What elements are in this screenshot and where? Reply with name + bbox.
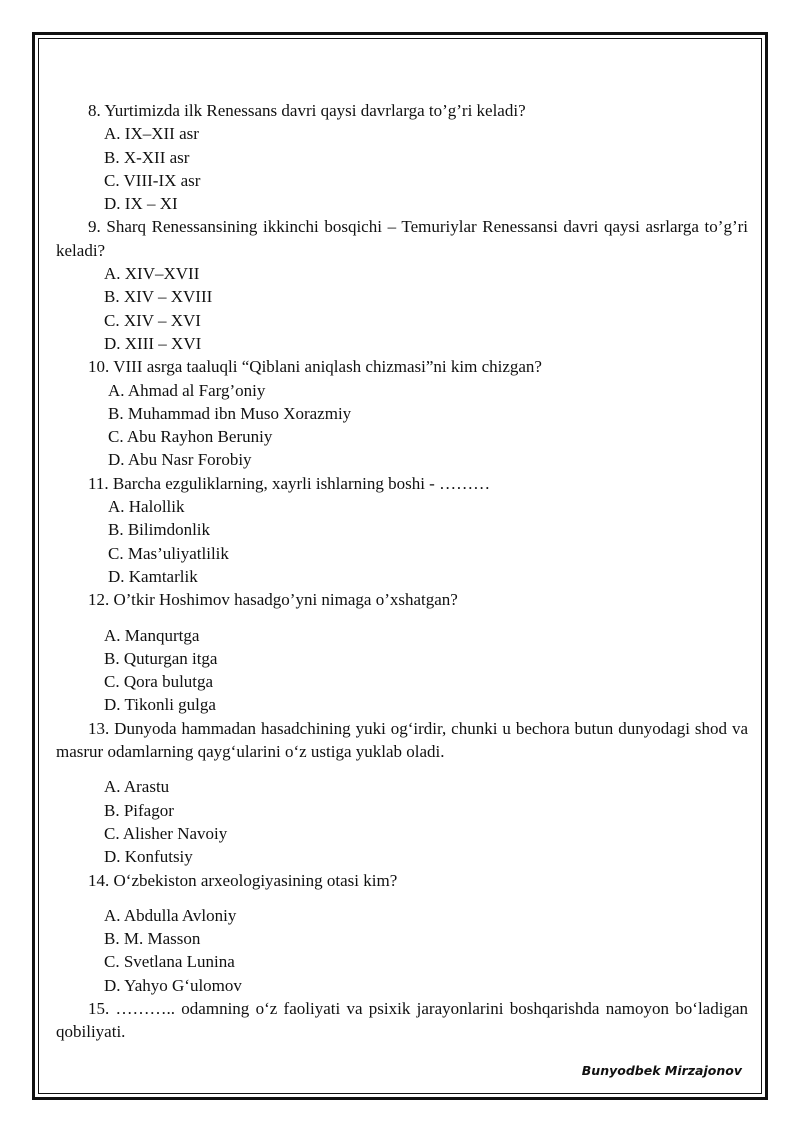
- option-13-c: C. Alisher Navoiy: [104, 823, 228, 843]
- options-10: [56, 379, 748, 472]
- option-9-b: B. XIV – XVIII: [104, 287, 213, 307]
- option-8-a: A. IX–XII asr: [104, 124, 199, 144]
- question-9: 9. Sharq Renessansining ikkinchi bosqichi – Temuriylar Renessansi davri qaysi asrlarga to’g’ri keladi?: [56, 217, 748, 260]
- options-14: [56, 904, 748, 997]
- options-8: [56, 122, 748, 215]
- options-13: [56, 775, 748, 868]
- option-8-b: B. X-XII asr: [104, 147, 190, 167]
- question-12: 12. O’tkir Hoshimov hasadgo’yni nimaga o’xshatgan?: [88, 590, 458, 610]
- option-11-d: D. Kamtarlik: [108, 566, 198, 586]
- option-8-c: C. VIII-IX asr: [104, 170, 201, 190]
- question-10: 10. VIII asrga taaluqli “Qiblani aniqlash chizmasi”ni kim chizgan?: [88, 357, 542, 377]
- question-8: 8. Yurtimizda ilk Renessans davri qaysi davrlarga to’g’ri keladi?: [88, 101, 526, 120]
- option-10-b: B. Muhammad ibn Muso Xorazmiy: [108, 403, 352, 423]
- option-12-d: D. Tikonli gulga: [104, 695, 216, 715]
- options-12: [56, 624, 748, 717]
- option-10-d: D. Abu Nasr Forobiy: [108, 450, 252, 470]
- option-13-d: D. Konfutsiy: [104, 847, 193, 867]
- question-11: 11. Barcha ezguliklarning, xayrli ishlarning boshi - ………: [88, 473, 491, 493]
- option-13-b: B. Pifagor: [104, 800, 174, 820]
- options-11: [56, 495, 748, 588]
- question-14: 14. O‘zbekiston arxeologiyasining otasi kim?: [88, 870, 398, 890]
- question-13: 13. Dunyoda hammadan hasadchining yuki og‘irdir, chunki u bechora butun dunyodagi shod va masrur odamlarning qayg‘ularini o‘z ustiga yuklab oladi.: [56, 718, 748, 762]
- question-list: [56, 99, 748, 1044]
- option-14-c: C. Svetlana Lunina: [104, 952, 235, 972]
- option-11-c: C. Mas’uliyatlilik: [108, 543, 229, 563]
- option-12-b: B. Quturgan itga: [104, 648, 218, 668]
- option-14-d: D. Yahyo G‘ulomov: [104, 975, 242, 995]
- option-11-a: A. Halollik: [108, 497, 185, 517]
- question-15: 15. ……….. odamning o‘z faoliyati va psixik jarayonlarini boshqarishda namoyon bo‘ladigan qobiliyati.: [56, 998, 748, 1042]
- option-10-c: C. Abu Rayhon Beruniy: [108, 427, 273, 447]
- options-9: [56, 262, 748, 355]
- option-14-a: A. Abdulla Avloniy: [104, 905, 237, 925]
- option-12-a: A. Manqurtga: [104, 625, 200, 645]
- author-signature: Bunyodbek Mirzajonov: [581, 1063, 742, 1078]
- option-9-a: A. XIV–XVII: [104, 264, 200, 284]
- option-11-b: B. Bilimdonlik: [108, 520, 211, 540]
- option-8-d: D. IX – XI: [104, 194, 178, 214]
- option-12-c: C. Qora bulutga: [104, 672, 214, 692]
- option-10-a: A. Ahmad al Farg’oniy: [108, 380, 266, 400]
- option-14-b: B. M. Masson: [104, 929, 201, 949]
- option-13-a: A. Arastu: [104, 777, 170, 797]
- option-9-d: D. XIII – XVI: [104, 333, 202, 353]
- option-9-c: C. XIV – XVI: [104, 310, 201, 330]
